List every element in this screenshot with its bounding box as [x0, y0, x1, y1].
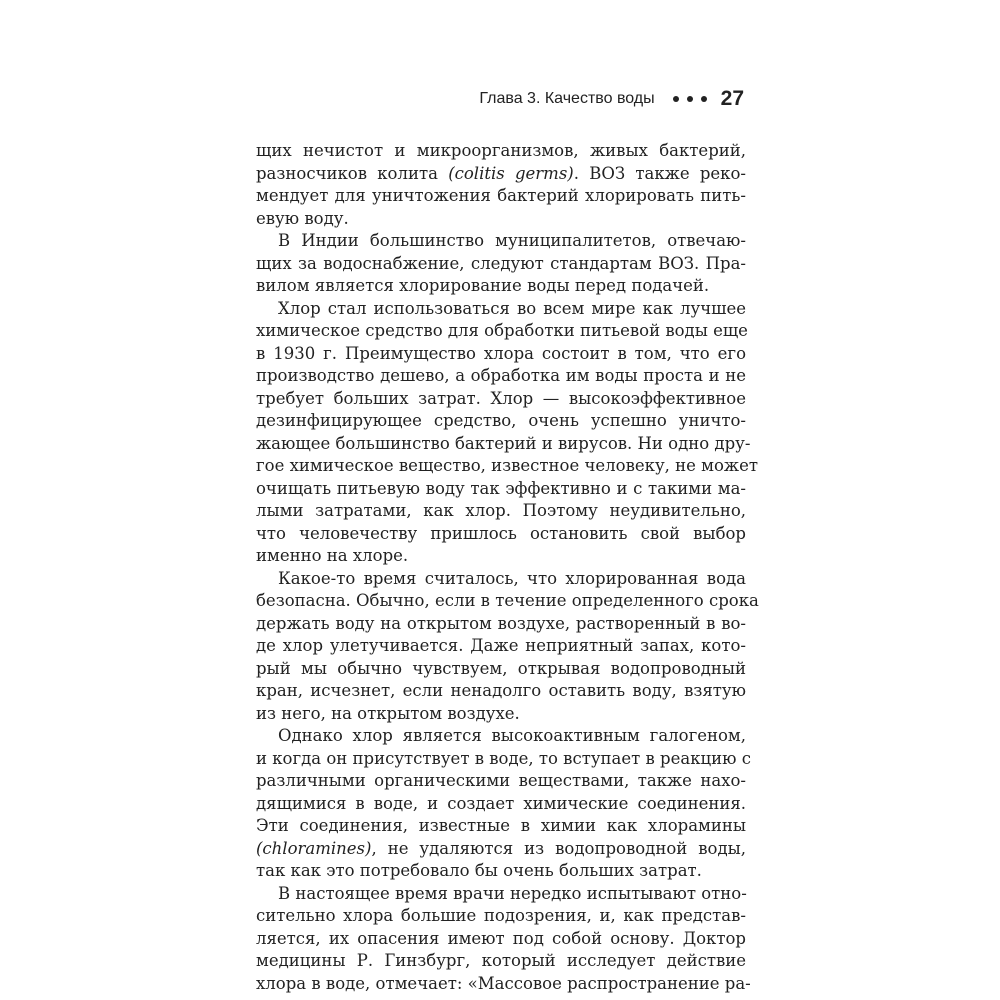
- text-line: [256, 590, 759, 613]
- text-line: [256, 748, 751, 771]
- text-run: из него, на открытом воздухе.: [256, 703, 520, 723]
- separator-dots: [673, 96, 707, 102]
- text-line: [256, 433, 751, 456]
- running-header: [256, 84, 744, 114]
- text-run: разносчиков колита: [256, 163, 449, 183]
- text-run: вилом является хлорирование воды перед подачей.: [256, 276, 710, 295]
- text-run: жающее большинство бактерий и вирусов. Ни одно дру-: [256, 433, 751, 453]
- text-line: [256, 500, 746, 523]
- italic-term: (colitis germs): [448, 163, 574, 183]
- text-run: мендует для уничтожения бактерий хлорировать пить-: [256, 186, 746, 205]
- paragraph: [256, 725, 751, 883]
- text-line: [256, 973, 751, 996]
- text-run: что человечеству пришлось остановить свой выбор: [256, 523, 746, 543]
- text-run: кран, исчезнет, если ненадолго оставить воду, взятую: [256, 681, 746, 700]
- text-line: [256, 320, 746, 343]
- text-line: [256, 815, 746, 838]
- text-run: и когда он присутствует в воде, то вступает в реакцию с: [256, 748, 751, 768]
- paragraph: [256, 883, 751, 996]
- text-run: дящимися в воде, и создает химические соединения.: [256, 793, 746, 813]
- text-line: [256, 208, 746, 231]
- text-line: [256, 140, 746, 163]
- text-run: производство дешево, а обработка им воды проста и не: [256, 366, 746, 385]
- text-line: [256, 613, 746, 636]
- paragraph: [256, 230, 746, 298]
- text-line: [256, 658, 746, 681]
- text-line: [256, 860, 746, 883]
- text-line: [256, 185, 746, 208]
- text-line: [256, 230, 746, 253]
- text-run: хлора в воде, отмечает: «Массовое распространение ра-: [256, 973, 751, 993]
- text-run: В настоящее время врачи нередко испытывают отно-: [278, 883, 747, 903]
- body-text: [256, 140, 759, 995]
- text-line: [256, 388, 746, 411]
- text-run: в 1930 г. Преимущество хлора состоит в том, что его: [256, 343, 746, 363]
- text-line: [256, 703, 746, 726]
- text-run: безопасна. Обычно, если в течение определенного срока: [256, 591, 759, 610]
- paragraph: [256, 568, 759, 726]
- text-line: [256, 568, 746, 591]
- text-run: лыми затратами, как хлор. Поэтому неудивительно,: [256, 501, 746, 520]
- text-run: щих за водоснабжение, следуют стандартам ВОЗ. Пра-: [256, 253, 746, 273]
- text-run: медицины Р. Гинзбург, который исследует действие: [256, 951, 746, 970]
- text-line: [256, 343, 746, 366]
- chapter-title: Глава 3. Качество воды: [479, 90, 655, 107]
- text-run: рый мы обычно чувствуем, открывая водопроводный: [256, 658, 746, 678]
- text-run: Однако хлор является высокоактивным галогеном,: [278, 726, 746, 745]
- text-run: гое химическое вещество, известное человеку, не может: [256, 456, 758, 475]
- text-run: В Индии большинство муниципалитетов, отвечаю-: [278, 231, 746, 250]
- text-run: различными органическими веществами, также нахо-: [256, 771, 746, 790]
- text-run: так как это потребовало бы очень больших затрат.: [256, 861, 702, 880]
- text-run: , не удаляются из водопроводной воды,: [371, 838, 746, 858]
- text-run: дезинфицирующее средство, очень успешно уничто-: [256, 411, 746, 430]
- text-run: химическое средство для обработки питьевой воды еще: [256, 321, 748, 340]
- text-line: [256, 455, 758, 478]
- text-run: Какое-то время считалось, что хлорированная вода: [278, 568, 746, 588]
- text-line: [256, 478, 746, 501]
- paragraph: [256, 298, 758, 568]
- text-run: Эти соединения, известные в химии как хлорамины: [256, 816, 746, 835]
- text-run: . ВОЗ также реко-: [573, 163, 746, 183]
- text-line: [256, 680, 746, 703]
- text-run: де хлор улетучивается. Даже неприятный запах, кото-: [256, 636, 746, 655]
- text-run: евую воду.: [256, 208, 349, 228]
- text-line: [256, 253, 746, 276]
- text-run: Хлор стал использоваться во всем мире как лучшее: [278, 298, 746, 318]
- dot-icon: [673, 96, 679, 102]
- dot-icon: [687, 96, 693, 102]
- text-line: [256, 523, 746, 546]
- text-line: [256, 410, 746, 433]
- dot-icon: [701, 96, 707, 102]
- text-run: именно на хлоре.: [256, 546, 409, 565]
- page-number: 27: [720, 87, 744, 110]
- text-line: [256, 545, 746, 568]
- text-line: [256, 950, 746, 973]
- text-line: [256, 635, 746, 658]
- text-run: сительно хлора большие подозрения, и, как представ-: [256, 906, 746, 925]
- text-run: щих нечистот и микроорганизмов, живых бактерий,: [256, 141, 746, 160]
- text-line: [256, 793, 746, 816]
- text-line: [256, 838, 746, 861]
- text-run: держать воду на открытом воздухе, растворенный в во-: [256, 613, 746, 633]
- text-line: [256, 770, 746, 793]
- text-line: [256, 725, 746, 748]
- text-line: [256, 163, 746, 186]
- text-line: [256, 928, 746, 951]
- text-run: ляется, их опасения имеют под собой основу. Доктор: [256, 928, 746, 948]
- text-line: [256, 298, 746, 321]
- text-run: очищать питьевую воду так эффективно и с такими ма-: [256, 478, 746, 498]
- text-line: [256, 365, 746, 388]
- text-run: требует больших затрат. Хлор — высокоэффективное: [256, 388, 746, 408]
- text-line: [256, 905, 746, 928]
- paragraph: [256, 140, 746, 230]
- italic-term: (chloramines): [256, 838, 372, 858]
- text-line: [256, 275, 746, 298]
- text-line: [256, 883, 746, 906]
